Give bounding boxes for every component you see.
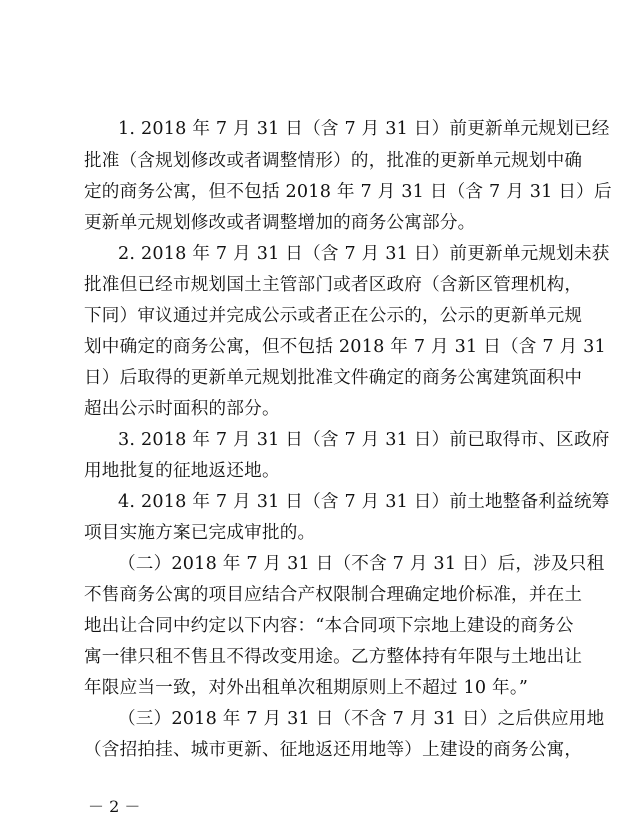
- paragraph-1-line-3: 定的商务公寓，但不包括 2018 年 7 月 31 日（含 7 月 31 日）后: [84, 182, 612, 202]
- paragraph-5-line-1: （二）2018 年 7 月 31 日（不含 7 月 31 日）后，涉及只租: [118, 554, 605, 574]
- paragraph-4-line-2: 项目实施方案已完成审批的。: [84, 523, 316, 543]
- paragraph-2-line-1: 2. 2018 年 7 月 31 日（含 7 月 31 日）前更新单元规划未获: [118, 244, 610, 264]
- paragraph-1-line-2: 批准（含规划修改或者调整情形）的，批准的更新单元规划中确: [84, 151, 583, 171]
- paragraph-4-line-1: 4. 2018 年 7 月 31 日（含 7 月 31 日）前土地整备利益统筹: [118, 492, 610, 512]
- paragraph-2-line-5: 日）后取得的更新单元规划批准文件确定的商务公寓建筑面积中: [84, 368, 583, 388]
- paragraph-6-line-2: （含招拍挂、城市更新、征地返还用地等）上建设的商务公寓，: [84, 740, 583, 760]
- paragraph-5-line-3: 地出让合同中约定以下内容：“本合同项下宗地上建设的商务公: [84, 616, 574, 636]
- paragraph-5-line-5: 年限应当一致，对外出租单次租期原则上不超过 10 年。”: [84, 678, 529, 698]
- paragraph-2-line-2: 批准但已经市规划国土主管部门或者区政府（含新区管理机构，: [84, 275, 583, 295]
- paragraph-2-line-4: 划中确定的商务公寓，但不包括 2018 年 7 月 31 日（含 7 月 31: [84, 337, 606, 357]
- paragraph-3-line-1: 3. 2018 年 7 月 31 日（含 7 月 31 日）前已取得市、区政府: [118, 430, 610, 450]
- page-number: － 2 －: [88, 797, 141, 816]
- paragraph-5-line-4: 寓一律只租不售且不得改变用途。乙方整体持有年限与土地出让: [84, 647, 583, 667]
- paragraph-6-line-1: （三）2018 年 7 月 31 日（不含 7 月 31 日）之后供应用地: [118, 709, 605, 729]
- paragraph-1-line-1: 1. 2018 年 7 月 31 日（含 7 月 31 日）前更新单元规划已经: [118, 119, 610, 139]
- paragraph-1-line-4: 更新单元规划修改或者调整增加的商务公寓部分。: [84, 213, 476, 233]
- paragraph-5-line-2: 不售商务公寓的项目应结合产权限制合理确定地价标准，并在土: [84, 585, 583, 605]
- paragraph-2-line-3: 下同）审议通过并完成公示或者正在公示的，公示的更新单元规: [84, 306, 583, 326]
- paragraph-2-line-6: 超出公示时面积的部分。: [84, 399, 280, 419]
- paragraph-3-line-2: 用地批复的征地返还地。: [84, 461, 280, 481]
